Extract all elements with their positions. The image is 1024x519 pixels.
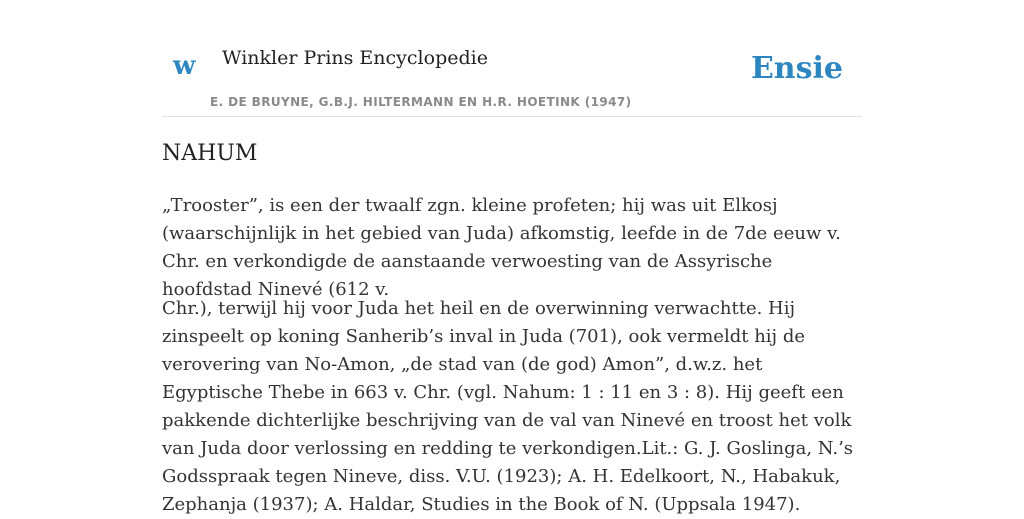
ensie-brand-link[interactable]: Ensie: [750, 51, 843, 86]
encyclopedia-page: [162, 0, 862, 515]
page-header: [162, 0, 862, 117]
encyclopedia-authors: E. DE BRUYNE, G.B.J. HILTERMANN EN H.R. HOETINK (1947): [210, 95, 632, 109]
entry-paragraph: Chr.), terwijl hij voor Juda het heil en de overwinning verwachtte. Hij zinspeelt op koning Sanherib’s inval in Juda (701), ook vermeldt hij de verovering van No-Amon, „de stad van (de god) Amon”, d.w.z. het Egyptische Thebe in 663 v. Chr. (vgl. Nahum: 1 : 11 en 3 : 8). Hij geeft een pakkende dichterlijke beschrijving van de val van Ninevé en troost het volk van Juda door verlossing en redding te verkondigen.Lit.: G. J. Goslinga, N.’s Godsspraak tegen Nineve, diss. V.U. (1923); A. H. Edelkoort, N., Habakuk, Zephanja (1937); A. Haldar, Studies in the Book of N. (Uppsala 1947).: [162, 298, 854, 515]
encyclopedia-title[interactable]: Winkler Prins Encyclopedie: [222, 47, 488, 69]
entry-paragraph: „Trooster”, is een der twaalf zgn. kleine profeten; hij was uit Elkosj (waarschijnlijk in het gebied van Juda) afkomstig, leefde in de 7de eeuw v. Chr. en verkondigde de aanstaande verwoesting van de Assyrische hoofdstad Ninevé (612 v.: [162, 195, 841, 300]
encyclopedia-logo[interactable]: w: [173, 51, 196, 81]
entry-title: NAHUM: [162, 141, 258, 166]
